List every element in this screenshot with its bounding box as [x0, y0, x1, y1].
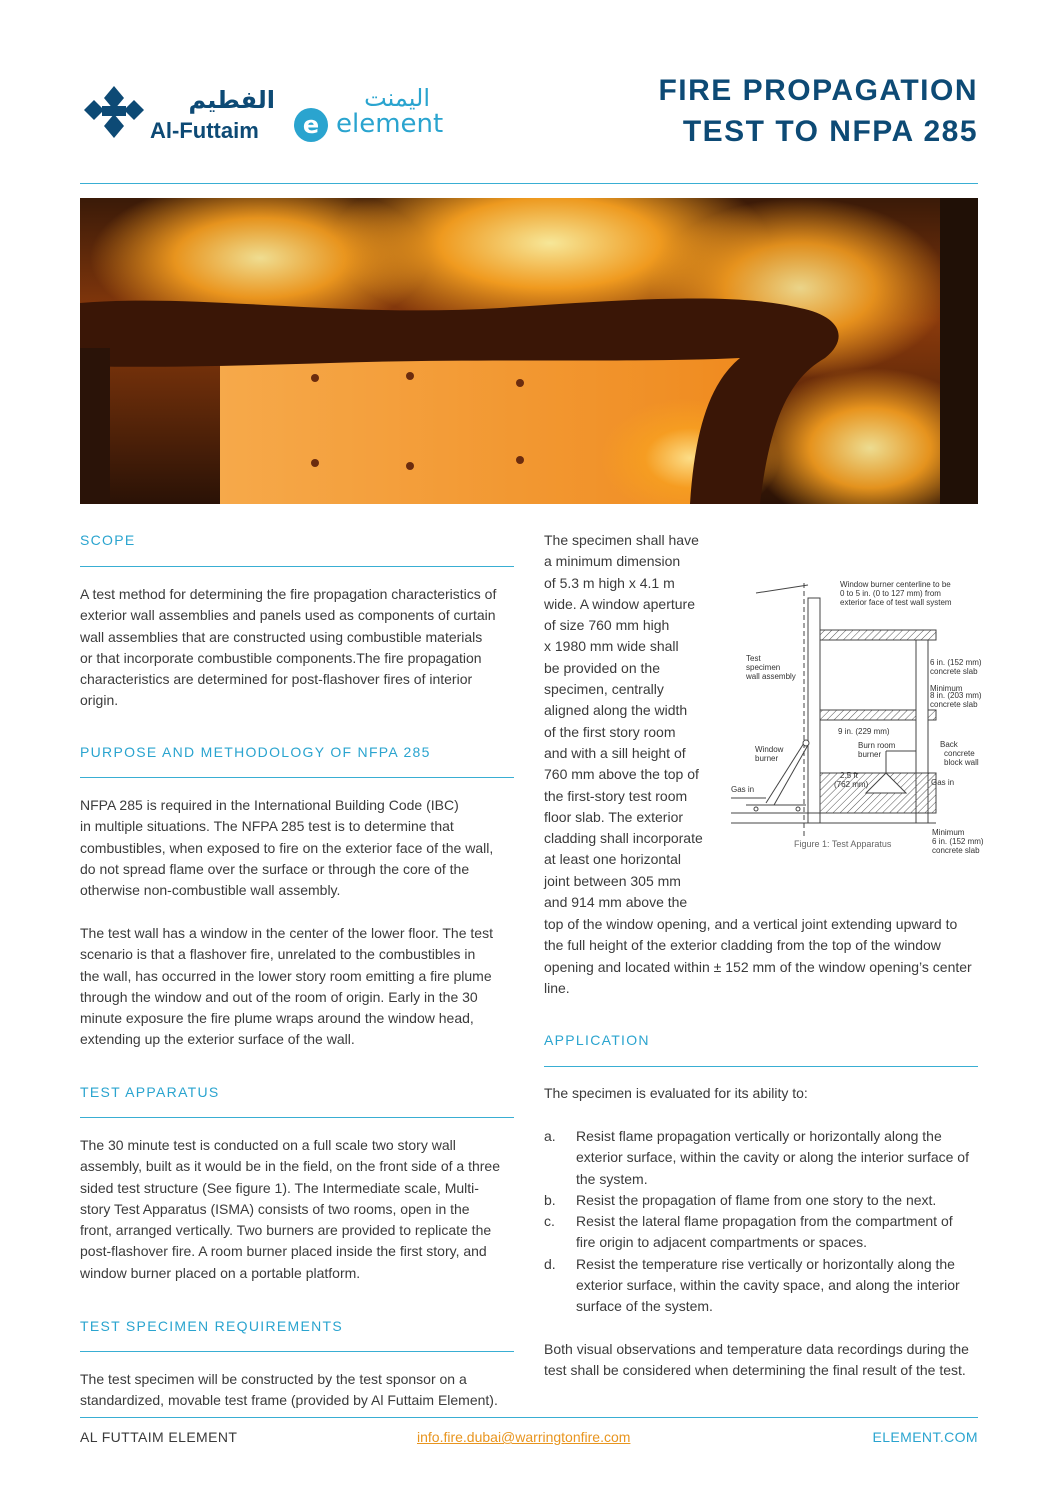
text-line: of the first story room — [544, 723, 676, 740]
footer-company: AL FUTTAIM ELEMENT — [80, 1429, 238, 1445]
text-line: of size 760 mm high — [544, 617, 670, 634]
text-line: wall assemblies that are constructed using combustible materials — [80, 628, 483, 645]
fig-label-line: 9 in. (229 mm) — [838, 727, 890, 736]
fig-label-line: (762 mm) — [834, 780, 869, 789]
list-item — [544, 1254, 978, 1318]
text-line: Resist the propagation of flame from one story to the next. — [576, 1191, 937, 1208]
header-divider — [80, 183, 978, 184]
text-line: wide. A window aperture — [544, 595, 695, 612]
element-arabic-text: اليمنت — [364, 84, 430, 112]
text-line: exterior surface, within the cavity space, and along the interior — [576, 1277, 960, 1294]
test-apparatus-figure — [726, 573, 988, 863]
fig-label-line: specimen — [746, 663, 781, 672]
text-line: The test specimen will be constructed by the test sponsor on a — [80, 1371, 467, 1387]
fig-label-line: concrete slab — [930, 700, 978, 709]
figure-caption: Figure 1: Test Apparatus — [794, 839, 892, 849]
purpose-heading: PURPOSE AND METHODOLOGY OF NFPA 285 — [80, 744, 431, 760]
text-line: The 30 minute test is conducted on a full scale two story wall — [80, 1137, 456, 1153]
purpose-paragraph-1 — [80, 795, 514, 901]
apparatus-paragraph — [80, 1135, 514, 1284]
text-line: and 914 mm above the — [544, 894, 688, 911]
text-line: x 1980 mm wide shall — [544, 638, 679, 655]
fig-label-line: 0 to 5 in. (0 to 127 mm) from — [840, 589, 941, 598]
text-line: combustibles, when exposed to fire on the exterior face of the wall, — [80, 839, 494, 856]
specimen-divider — [80, 1351, 514, 1352]
text-line: aligned along the width — [544, 702, 688, 719]
text-line: standardized, movable test frame (provided by Al Futtaim Element). — [80, 1392, 498, 1409]
text-line: opening and located within ± 152 mm of the window opening’s center — [544, 958, 972, 975]
text-line: extending up the exterior surface of the wall. — [80, 1031, 355, 1048]
text-line: specimen, centrally — [544, 681, 664, 698]
list-marker: d. — [544, 1255, 556, 1272]
list-marker: a. — [544, 1128, 556, 1144]
specimen-continued-wide — [544, 914, 978, 999]
text-line: floor slab. The exterior — [544, 808, 684, 825]
list-item — [544, 1126, 978, 1190]
text-line: Both visual observations and temperature data recordings during the — [544, 1341, 969, 1357]
fig-label-line: Test — [746, 654, 761, 663]
text-line: scenario is that a flashover fire, unrelated to the combustibles in — [80, 946, 476, 963]
logo-latin-text: Al-Futtaim — [150, 118, 259, 143]
text-line: in multiple situations. The NFPA 285 test is to determine that — [80, 818, 454, 835]
application-divider — [544, 1066, 978, 1067]
fig-label-line: concrete slab — [930, 667, 978, 676]
fig-label-line: Gas in — [731, 785, 755, 794]
text-line: Resist flame propagation vertically or horizontally along the — [576, 1128, 942, 1144]
fig-label-line: 6 in. (152 mm) — [932, 837, 984, 846]
fig-label-line: 6 in. (152 mm) — [930, 658, 982, 667]
text-line: otherwise non-combustible wall assembly. — [80, 882, 341, 899]
page-title-line-2: TEST TO NFPA 285 — [682, 115, 978, 148]
logo-arabic-text: الفطيم — [188, 86, 275, 114]
footer-email-link[interactable]: info.fire.dubai@warringtonfire.com — [417, 1429, 631, 1445]
fig-label-line: Window — [755, 745, 784, 754]
al-futtaim-logo — [80, 78, 280, 148]
scope-heading: SCOPE — [80, 532, 136, 548]
text-line: line. — [544, 979, 570, 996]
fig-label-line: Gas in — [931, 778, 955, 787]
specimen-heading: TEST SPECIMEN REQUIREMENTS — [80, 1318, 344, 1334]
fire-test-hero-image — [80, 198, 978, 504]
application-heading: APPLICATION — [544, 1032, 650, 1048]
list-item — [544, 1211, 978, 1254]
text-line: through the window and out of the room of origin. Early in the 30 — [80, 988, 478, 1005]
element-logo — [290, 78, 470, 148]
list-marker: c. — [544, 1213, 555, 1230]
text-line: story Test Apparatus (ISMA) consists of two rooms, open in the — [80, 1200, 470, 1217]
apparatus-heading: TEST APPARATUS — [80, 1084, 220, 1100]
text-line: origin. — [80, 692, 119, 709]
page-title-line-1: FIRE PROPAGATION — [658, 74, 978, 107]
application-intro: The specimen is evaluated for its ability to: — [544, 1085, 808, 1101]
text-line: or that incorporate combustible components.The fire propagation — [80, 649, 482, 666]
text-line: test shall be considered when determining the final result of the test. — [544, 1362, 966, 1379]
text-line: joint between 305 mm — [544, 872, 681, 889]
text-line: assembly, built as it would be in the field, on the front side of a three — [80, 1158, 500, 1175]
footer-website-link[interactable]: ELEMENT.COM — [872, 1429, 978, 1445]
text-line: the wall, has occurred in the lower story room emitting a fire plume — [80, 967, 492, 984]
text-line: NFPA 285 is required in the International Building Code (IBC) — [80, 797, 459, 813]
text-line: the full height of the exterior cladding from the top of the window — [544, 937, 941, 954]
scope-paragraph — [80, 584, 514, 712]
fig-label-line: Back — [940, 740, 958, 749]
purpose-paragraph-2 — [80, 923, 514, 1051]
apparatus-divider — [80, 1117, 514, 1118]
purpose-divider — [80, 777, 514, 778]
text-line: cladding shall incorporate — [544, 830, 703, 847]
text-line: do not spread flame over the surface or through the core of the — [80, 860, 470, 877]
fig-label-line: Burn room — [858, 741, 896, 750]
text-line: and with a sill height of — [544, 744, 686, 761]
text-line: be provided on the — [544, 659, 660, 676]
scope-divider — [80, 566, 514, 567]
fig-label-line: wall assembly — [746, 672, 796, 681]
text-line: The specimen shall have — [544, 532, 699, 548]
text-line: minute exposure the fire plume wraps around the window head, — [80, 1010, 474, 1027]
application-closing — [544, 1339, 978, 1382]
list-item — [544, 1190, 978, 1211]
fig-label-line: block wall — [944, 758, 979, 767]
text-line: the system. — [576, 1170, 648, 1187]
fig-label-line: 8 in. (203 mm) — [930, 691, 982, 700]
text-line: exterior wall assemblies and panels used as components of curtain — [80, 607, 496, 624]
text-line: exterior surface, within the cavity or along the interior surface of — [576, 1149, 969, 1166]
fig-label-line: Minimum — [932, 828, 965, 837]
list-marker: b. — [544, 1191, 556, 1208]
text-line: the first-story test room — [544, 787, 688, 804]
fig-label-line: burner — [755, 754, 779, 763]
text-line: surface of the system. — [576, 1298, 713, 1315]
text-line: fire origin to adjacent compartments or spaces. — [576, 1234, 868, 1251]
text-line: of 5.3 m high x 4.1 m — [544, 574, 675, 591]
text-line: front, arranged vertically. Two burners are provided to replicate the — [80, 1222, 492, 1239]
text-line: a minimum dimension — [544, 553, 681, 570]
fig-label-line: Minimum — [930, 684, 963, 693]
text-line: window burner placed on a portable platform. — [80, 1264, 361, 1281]
text-line: at least one horizontal — [544, 851, 681, 868]
text-line: characteristics are determined for post-flashover fires of interior — [80, 671, 473, 688]
fig-label-line: burner — [858, 750, 882, 759]
text-line: 760 mm above the top of — [544, 766, 699, 783]
text-line: sided test structure (See figure 1). The Intermediate scale, Multi- — [80, 1179, 479, 1196]
text-line: top of the window opening, and a vertical joint extending upward to — [544, 916, 958, 932]
fig-label-line: concrete — [944, 749, 975, 758]
application-list — [544, 1126, 978, 1318]
text-line: A test method for determining the fire propagation characteristics of — [80, 586, 497, 602]
svg-text:e: e — [302, 111, 320, 139]
footer-divider — [80, 1417, 978, 1418]
specimen-continued-narrow — [544, 530, 724, 913]
text-line: post-flashover fire. A room burner placed inside the first story, and — [80, 1243, 487, 1260]
fig-label-line: concrete slab — [932, 846, 980, 855]
element-latin-text: element — [336, 109, 444, 139]
fig-label-line: exterior face of test wall system — [840, 598, 952, 607]
text-line: Resist the lateral flame propagation from the compartment of — [576, 1213, 953, 1230]
fig-label-line: Window burner centerline to be — [840, 580, 951, 589]
fig-label-line: 2.5 ft — [840, 771, 858, 780]
specimen-paragraph — [80, 1369, 514, 1412]
text-line: The test wall has a window in the center of the lower floor. The test — [80, 925, 493, 941]
text-line: Resist the temperature rise vertically or horizontally along the — [576, 1255, 955, 1272]
